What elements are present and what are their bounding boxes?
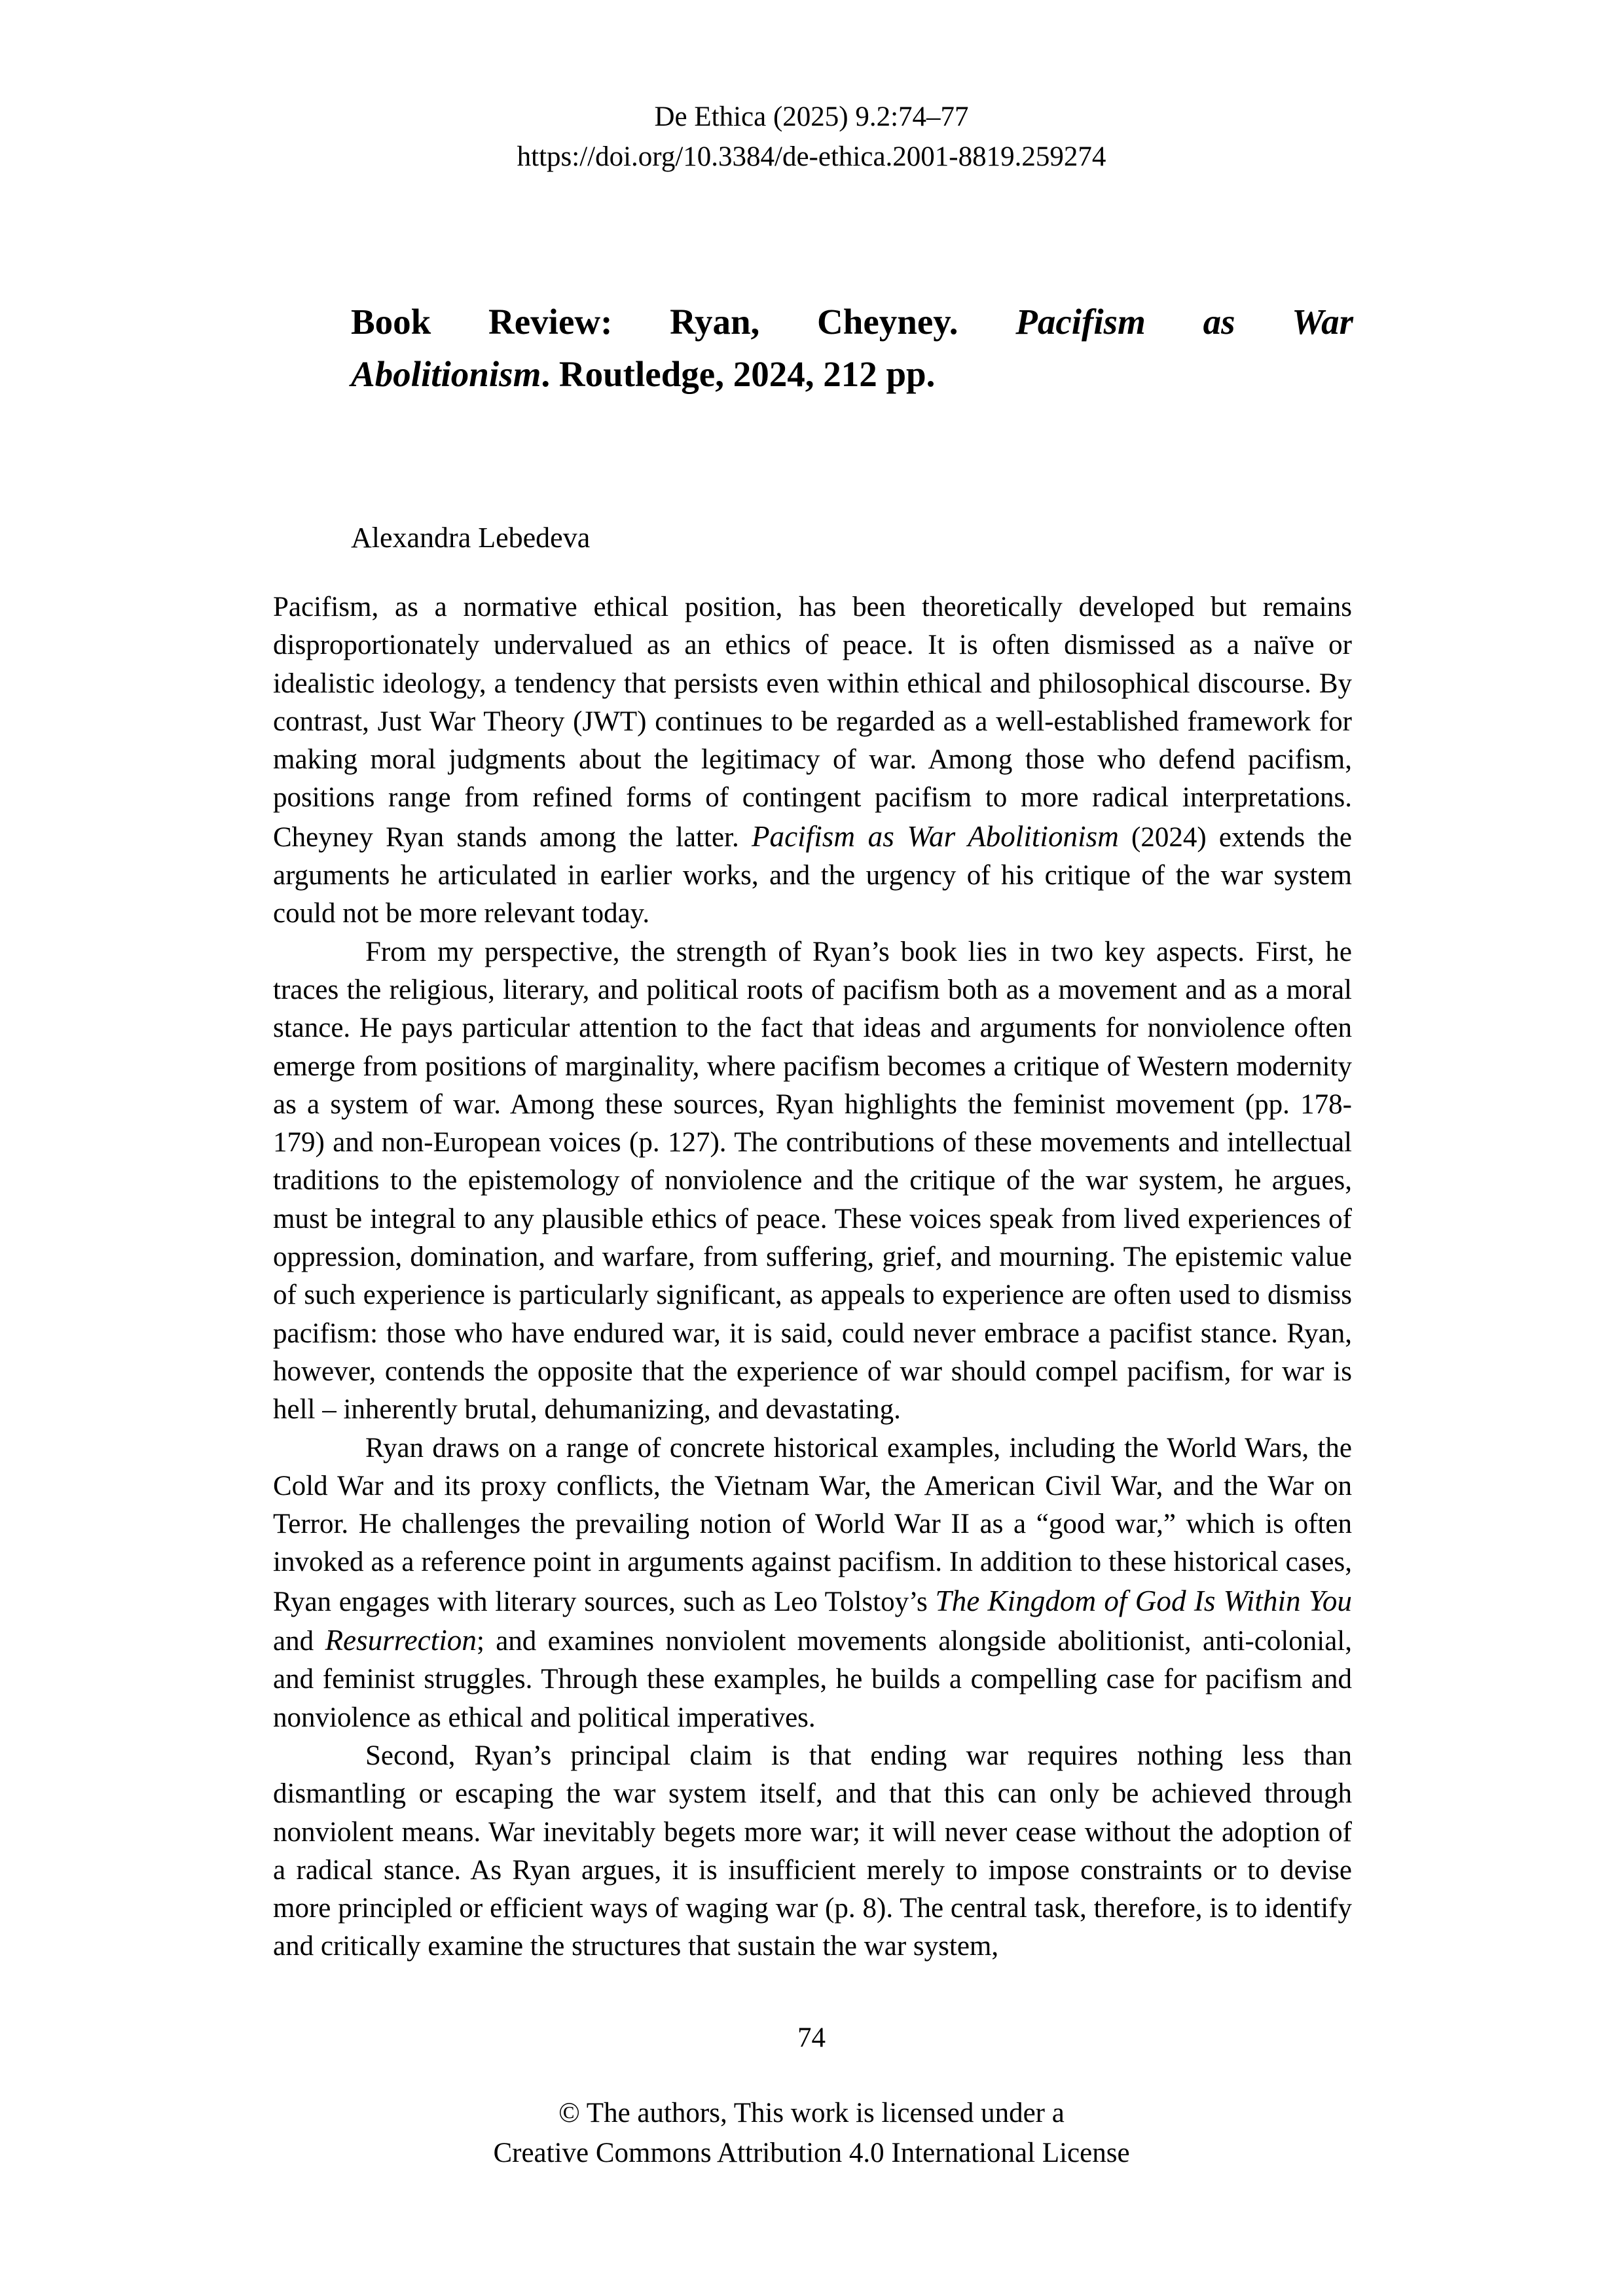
article-title-line-1 [351, 296, 1353, 348]
author-name: Alexandra Lebedeva [351, 522, 591, 554]
article-title [351, 296, 1353, 401]
license-line-1: © The authors, This work is licensed under a [558, 2098, 1065, 2128]
text-run: ; and examines nonviolent movements alongside abolitionist, anti-colonial, and feminist struggles. Through these examples, he builds a compelling case for pacifism and nonviolence as ethical and political imperatives. [273, 1626, 1352, 1733]
paragraph-3 [273, 1429, 1352, 1737]
paragraph-2 [273, 933, 1352, 1429]
doi-link: https://doi.org/10.3384/de-ethica.2001-8819.259274 [517, 141, 1106, 172]
page-number: 74 [797, 2022, 826, 2053]
italic-book-title: Abolitionism [351, 354, 541, 394]
article-body [273, 588, 1352, 1966]
text-run: Book Review: Ryan, Cheyney. [351, 302, 1016, 342]
text-run: and [273, 1626, 325, 1657]
text-run: . Routledge, 2024, 212 pp. [541, 354, 936, 394]
text-run: (2024) extends the arguments he articulated in earlier works, and the urgency of his critique of the war system could not be more relevant today. [273, 821, 1352, 929]
paragraph-4 [273, 1737, 1352, 1966]
article-title-line-2 [351, 348, 1353, 401]
text-run: Pacifism, as a normative ethical position, has been theoretically developed but remains disproportionately undervalued as an ethics of peace. It is often dismissed as a naïve or idealistic ideology, a tendency that persists even within ethical and philosophical discourse. By contrast, Just War Theory (JWT) continues to be regarded as a well-established framework for making moral judgments about the legitimacy of war. Among those who defend pacifism, positions range from refined forms of contingent pacifism to more radical interpretations. Cheyney Ryan stands among the latter. [273, 592, 1352, 853]
italic-book-title: The Kingdom of God Is Within You [935, 1584, 1352, 1617]
italic-book-title: Pacifism as War Abolitionism [751, 819, 1119, 853]
page-header [0, 97, 1623, 177]
journal-citation: De Ethica (2025) 9.2:74–77 [654, 101, 969, 132]
license-line-2: Creative Commons Attribution 4.0 International License [493, 2138, 1130, 2168]
text-run: Second, Ryan’s principal claim is that ending war requires nothing less than dismantling or escaping the war system itself, and that this can only be achieved through nonviolent means. War inevitably begets more war; it will never cease without the adoption of a radical stance. As Ryan argues, it is insufficient merely to impose constraints or to devise more principled or efficient ways of waging war (p. 8). The central task, therefore, is to identify and critically examine the structures that sustain the war system, [273, 1740, 1352, 1962]
italic-book-title: Resurrection [325, 1624, 477, 1657]
text-run: Ryan draws on a range of concrete historical examples, including the World Wars, the Cold War and its proxy conflicts, the Vietnam War, the American Civil War, and the War on Terror. He challenges the prevailing notion of World War II as a “good war,” which is often invoked as a reference point in arguments against pacifism. In addition to these historical cases, Ryan engages with literary sources, such as Leo Tolstoy’s [273, 1432, 1352, 1617]
license-notice [0, 2093, 1623, 2173]
italic-book-title: Pacifism as War [1015, 302, 1353, 342]
paragraph-1 [273, 588, 1352, 933]
text-run: From my perspective, the strength of Ryan’s book lies in two key aspects. First, he traces the religious, literary, and political roots of pacifism both as a movement and as a moral stance. He pays particular attention to the fact that ideas and arguments for nonviolence often emerge from positions of marginality, where pacifism becomes a critique of Western modernity as a system of war. Among these sources, Ryan highlights the feminist movement (pp. 178-179) and non-European voices (p. 127). The contributions of these movements and intellectual traditions to the epistemology of nonviolence and the critique of the war system, he argues, must be integral to any plausible ethics of peace. These voices speak from lived experiences of oppression, domination, and warfare, from suffering, grief, and mourning. The epistemic value of such experience is particularly significant, as appeals to experience are often used to dismiss pacifism: those who have endured war, it is said, could never embrace a pacifist stance. Ryan, however, contends the opposite that the experience of war should compel pacifism, for war is hell – inherently brutal, dehumanizing, and devastating. [273, 936, 1352, 1426]
